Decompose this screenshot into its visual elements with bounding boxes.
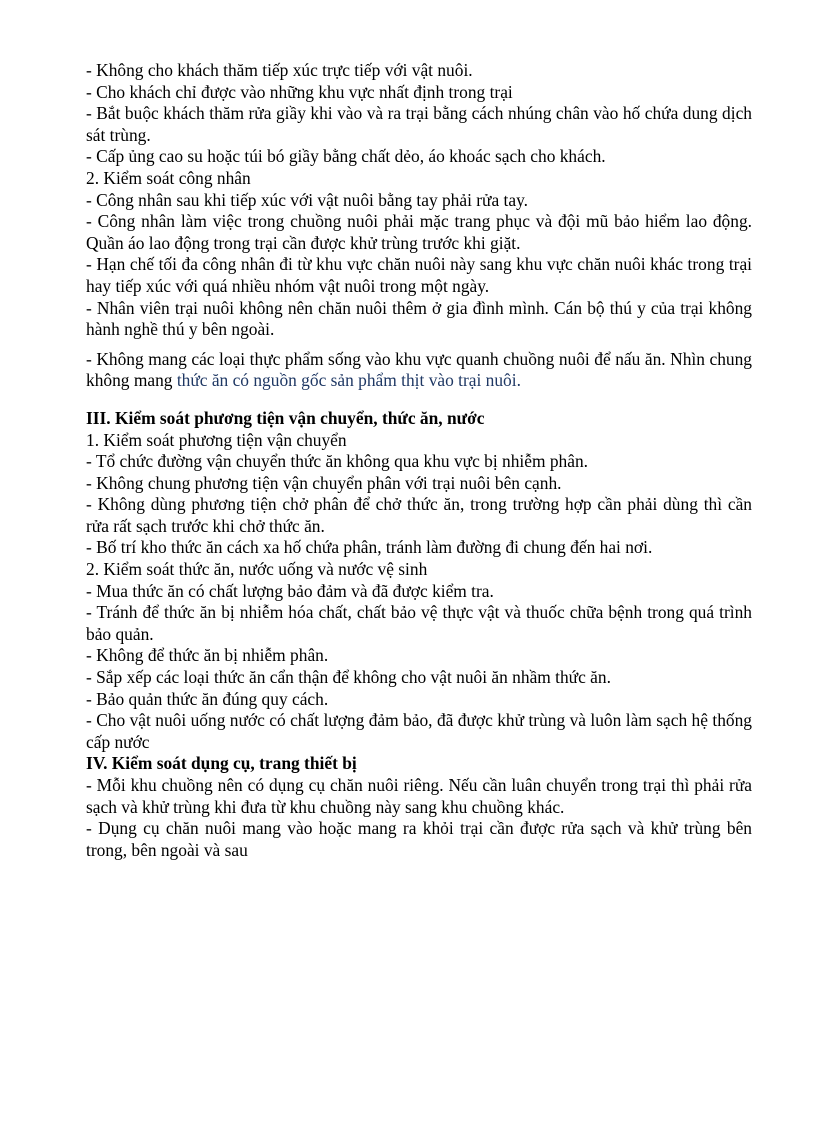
- paragraph: - Không cho khách thăm tiếp xúc trực tiếp với vật nuôi.: [86, 60, 473, 80]
- paragraph: - Không chung phương tiện vận chuyển phân với trại nuôi bên cạnh.: [86, 472, 562, 493]
- paragraph: - Cho vật nuôi uống nước có chất lượng đảm bảo, đã được khử trùng và luôn làm sạch hệ thống cấp nước: [86, 710, 752, 752]
- paragraph-food: [86, 349, 752, 392]
- paragraph: - Bắt buộc khách thăm rửa giầy khi vào và ra trại bằng cách nhúng chân vào hố chứa dung dịch sát trùng.: [86, 103, 752, 145]
- paragraph: - Mỗi khu chuồng nên có dụng cụ chăn nuôi riêng. Nếu cần luân chuyển trong trại thì phải rửa sạch và khử trùng khi đưa từ khu chuồng này sang khu chuồng khác.: [86, 775, 752, 817]
- paragraph: - Bố trí kho thức ăn cách xa hố chứa phân, tránh làm đường đi chung đến hai nơi.: [86, 537, 653, 558]
- paragraph: - Sắp xếp các loại thức ăn cẩn thận để không cho vật nuôi ăn nhầm thức ăn.: [86, 667, 611, 688]
- paragraph: - Không dùng phương tiện chở phân để chở thức ăn, trong trường hợp cần phải dùng thì cần rửa rất sạch trước khi chở thức ăn.: [86, 494, 752, 536]
- section-heading-iv: IV. Kiểm soát dụng cụ, trang thiết bị: [86, 753, 357, 774]
- paragraph-food-text: - Không mang các loại thực phẩm sống vào khu vực quanh chuồng nuôi để nấu ăn. Nhìn chung không mang: [86, 348, 752, 391]
- paragraph: - Công nhân sau khi tiếp xúc với vật nuôi bằng tay phải rửa tay.: [86, 189, 529, 210]
- paragraph: - Hạn chế tối đa công nhân đi từ khu vực chăn nuôi này sang khu vực chăn nuôi khác trong trại hay tiếp xúc với quá nhiều nhóm vật nuôi trong một ngày.: [86, 254, 752, 296]
- subheading: 1. Kiểm soát phương tiện vận chuyển: [86, 429, 347, 450]
- paragraph: - Không để thức ăn bị nhiễm phân.: [86, 645, 329, 666]
- paragraph: - Cấp ủng cao su hoặc túi bó giầy bằng chất dẻo, áo khoác sạch cho khách.: [86, 146, 606, 167]
- subheading: 2. Kiểm soát thức ăn, nước uống và nước vệ sinh: [86, 559, 428, 580]
- paragraph: - Nhân viên trại nuôi không nên chăn nuôi thêm ở gia đình mình. Cán bộ thú y của trại không hành nghề thú y bên ngoài.: [86, 297, 752, 340]
- document-page: [86, 60, 752, 861]
- paragraph: - Tránh để thức ăn bị nhiễm hóa chất, chất bảo vệ thực vật và thuốc chữa bệnh trong quá trình bảo quản.: [86, 602, 752, 644]
- paragraph: - Bảo quản thức ăn đúng quy cách.: [86, 688, 329, 709]
- section-heading-iii: III. Kiểm soát phương tiện vận chuyển, thức ăn, nước: [86, 407, 485, 428]
- subheading: 2. Kiểm soát công nhân: [86, 167, 251, 188]
- paragraph: - Tổ chức đường vận chuyển thức ăn không qua khu vực bị nhiễm phân.: [86, 451, 589, 472]
- paragraph: - Dụng cụ chăn nuôi mang vào hoặc mang ra khỏi trại cần được rửa sạch và khử trùng bên trong, bên ngoài và sau: [86, 818, 752, 860]
- paragraph: - Cho khách chỉ được vào những khu vực nhất định trong trại: [86, 81, 513, 102]
- paragraph-food-colored-text: thức ăn có nguồn gốc sản phẩm thịt vào trại nuôi.: [176, 370, 521, 391]
- paragraph: - Công nhân làm việc trong chuồng nuôi phải mặc trang phục và đội mũ bảo hiểm lao động. Quần áo lao động trong trại cần được khử trùng trước khi giặt.: [86, 211, 752, 253]
- paragraph: - Mua thức ăn có chất lượng bảo đảm và đã được kiểm tra.: [86, 580, 494, 601]
